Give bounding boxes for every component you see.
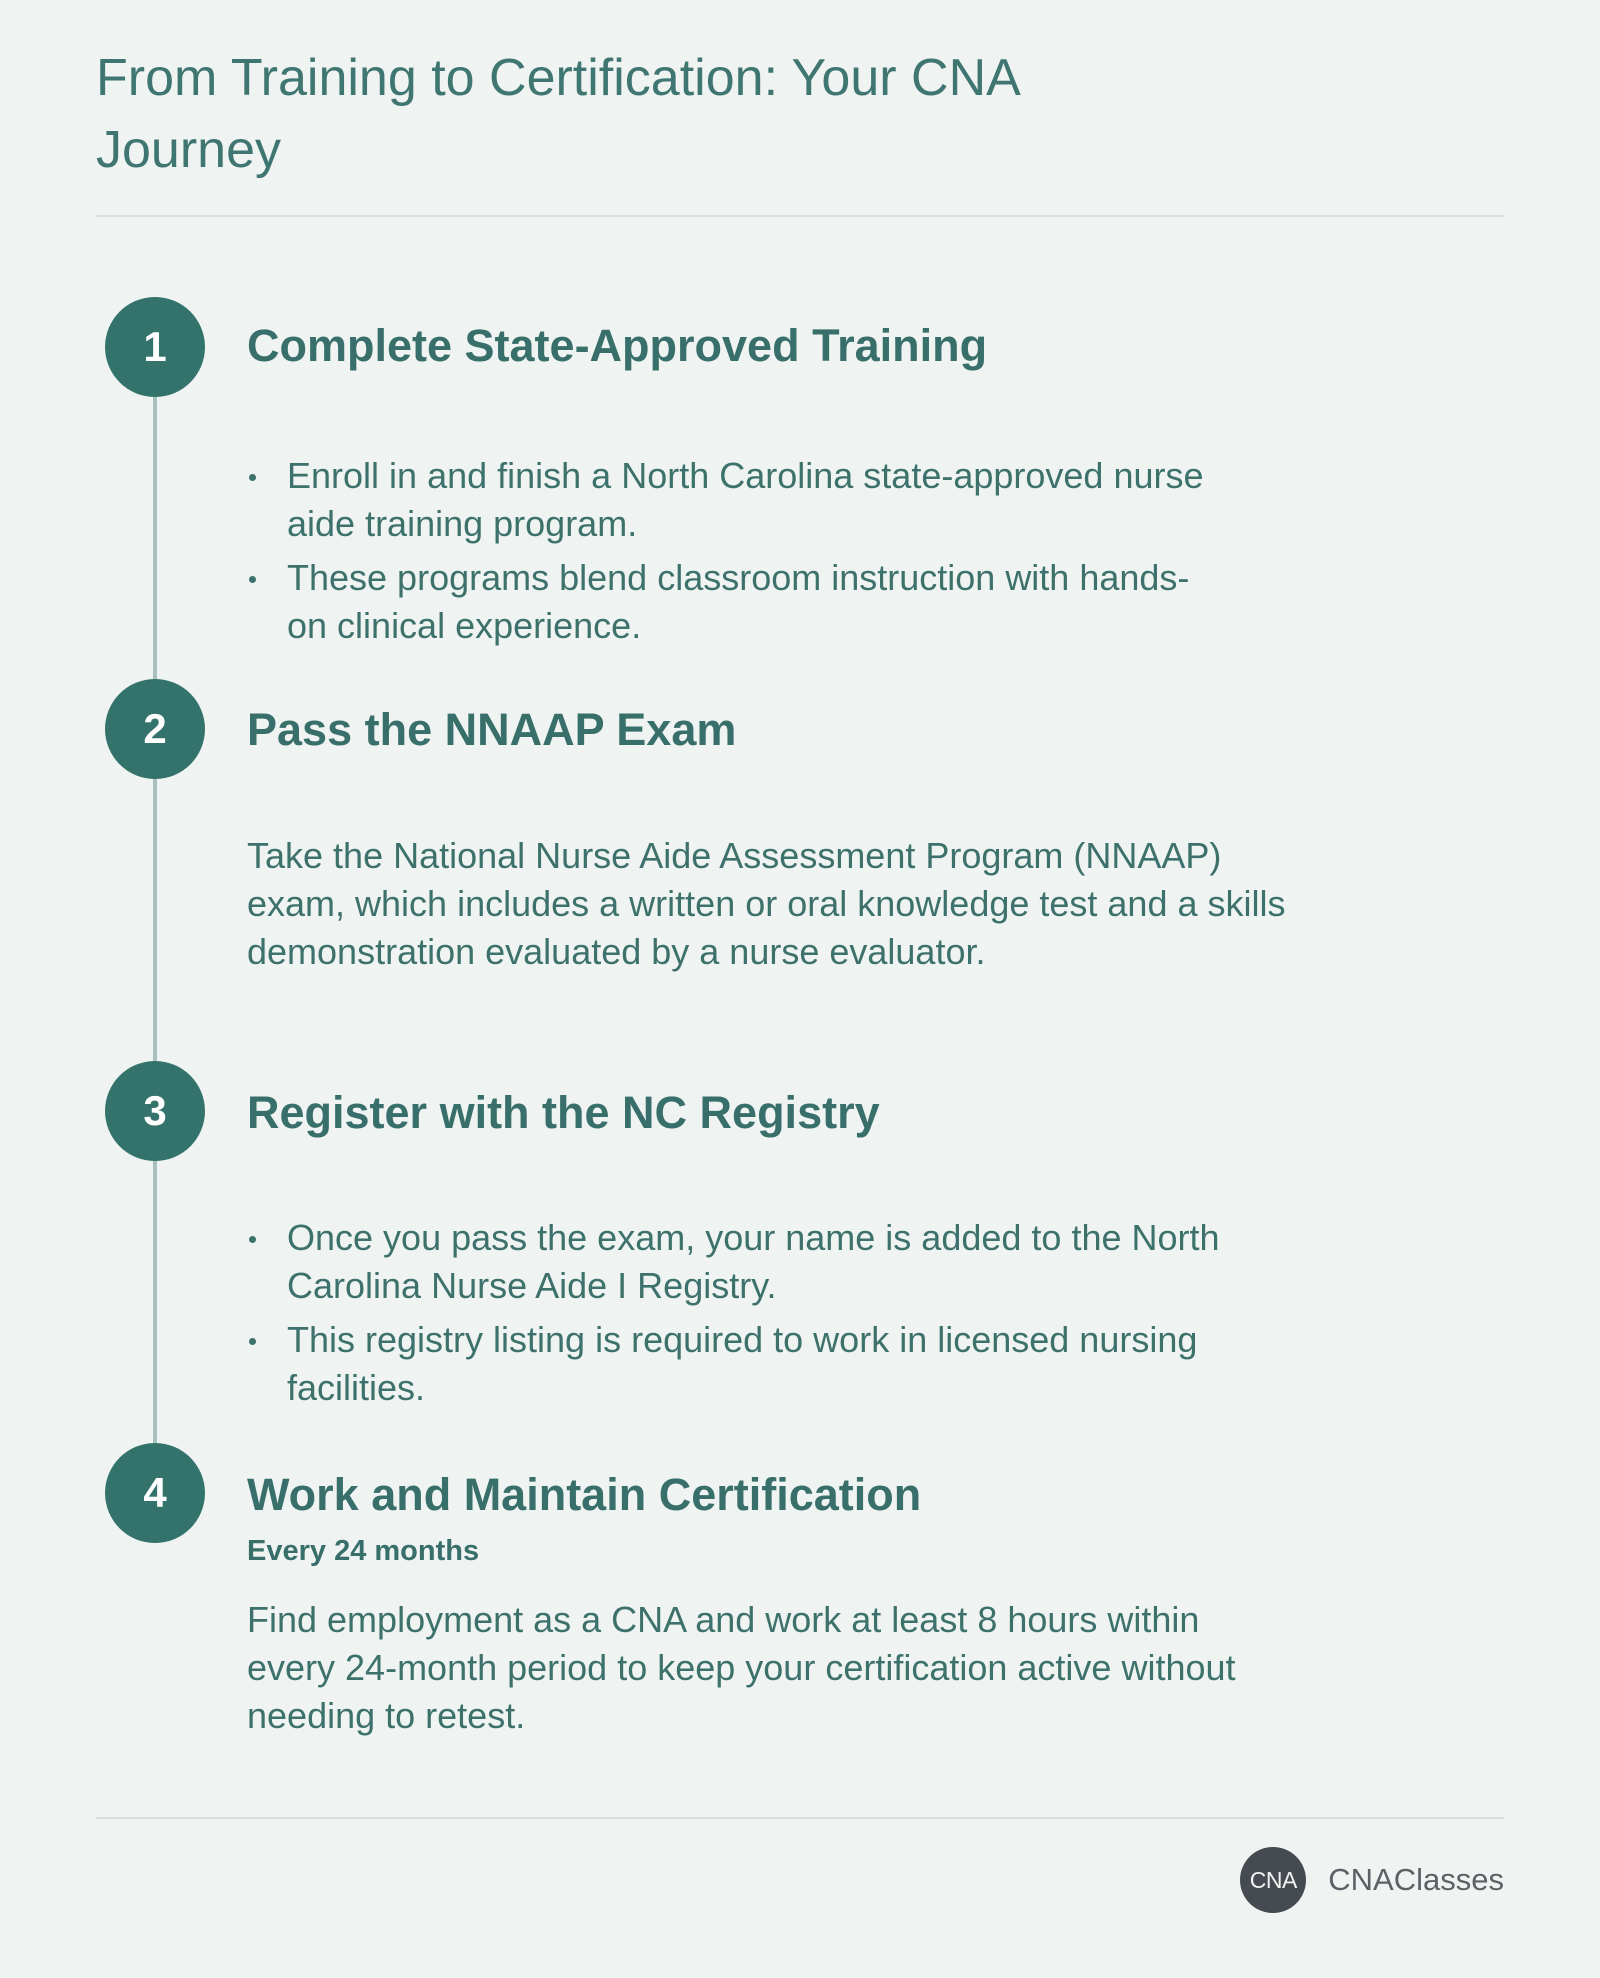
step-1-bullet-2: [247, 554, 1207, 650]
timeline-connector-3-4: [153, 1160, 157, 1460]
brand-footer: [1240, 1847, 1504, 1913]
bullet-dot: [249, 576, 256, 583]
step-3-bullet-list: [247, 1214, 1287, 1418]
bullet-dot: [249, 1338, 256, 1345]
step-3-bullet-2: [247, 1316, 1287, 1412]
brand-name: CNAClasses: [1328, 1862, 1504, 1897]
step-4-number-badge: 4: [105, 1443, 205, 1543]
footer-divider: [96, 1817, 1504, 1819]
header-divider: [96, 215, 1504, 217]
step-1-bullet-1-text: Enroll in and finish a North Carolina state-approved nurse aide training program.: [287, 455, 1204, 544]
step-3-bullet-1-text: Once you pass the exam, your name is added to the North Carolina Nurse Aide I Registry.: [287, 1217, 1220, 1306]
brand-logo-icon: CNA: [1240, 1847, 1306, 1913]
step-3-bullet-2-text: This registry listing is required to work in licensed nursing facilities.: [287, 1319, 1198, 1408]
step-2-number-badge: 2: [105, 679, 205, 779]
step-3-bullet-1: [247, 1214, 1287, 1310]
step-1-title: Complete State-Approved Training: [247, 320, 988, 371]
step-3-number-badge: 3: [105, 1061, 205, 1161]
step-2-title: Pass the NNAAP Exam: [247, 704, 737, 755]
timeline-connector-2-3: [153, 778, 157, 1078]
step-4-subtitle: Every 24 months: [247, 1535, 480, 1567]
page-title: From Training to Certification: Your CNA Journey: [96, 49, 1018, 179]
timeline-connector-1-2: [153, 395, 157, 695]
bullet-dot: [249, 1236, 256, 1243]
step-1-bullet-2-text: These programs blend classroom instruction with hands-on clinical experience.: [287, 557, 1190, 646]
step-2-description: Take the National Nurse Aide Assessment Program (NNAAP) exam, which includes a written or oral knowledge test and a skills demonstration evaluated by a nurse evaluator.: [247, 835, 1286, 972]
step-1-bullet-1: [247, 452, 1207, 548]
bullet-dot: [249, 474, 256, 481]
step-4-description: Find employment as a CNA and work at least 8 hours within every 24-month period to keep your certification active without needing to retest.: [247, 1599, 1236, 1736]
step-3-title: Register with the NC Registry: [247, 1087, 880, 1138]
step-1-bullet-list: [247, 452, 1207, 656]
step-1-number-badge: 1: [105, 297, 205, 397]
step-4-title: Work and Maintain Certification: [247, 1469, 922, 1520]
